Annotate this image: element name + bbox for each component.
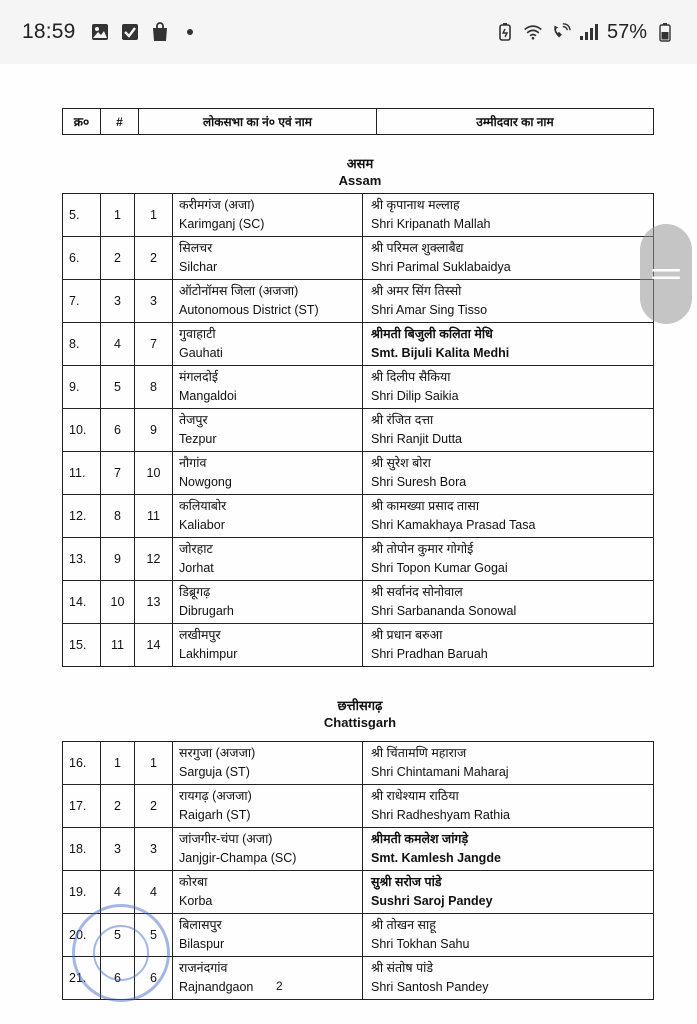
candidate-hindi: श्री दिलीप सैकिया	[371, 370, 451, 384]
constituency-cell	[173, 452, 363, 495]
list-index: 6	[101, 409, 135, 452]
candidate-hindi: श्री कामख्या प्रसाद तासा	[371, 499, 480, 513]
constituency-hindi: जोरहाट	[179, 542, 213, 556]
candidate-cell	[363, 409, 654, 452]
serial-number: 19.	[63, 871, 101, 914]
serial-number: 7.	[63, 280, 101, 323]
constituency-english: Kaliabor	[179, 518, 225, 532]
candidate-english: Shri Chintamani Maharaj	[371, 765, 509, 779]
candidate-english: Sushri Saroj Pandey	[371, 894, 493, 908]
clock: 18:59	[22, 20, 76, 43]
constituency-cell	[173, 581, 363, 624]
constituency-cell	[173, 914, 363, 957]
constituency-hindi: बिलासपुर	[179, 918, 222, 932]
constituency-hindi: राजनंदगांव	[179, 961, 228, 975]
menu-float-button[interactable]	[640, 224, 692, 324]
list-index: 5	[101, 914, 135, 957]
constituency-hindi: सिलचर	[179, 241, 213, 255]
constituency-hindi: सरगुजा (अजजा)	[179, 746, 256, 760]
checkbox-icon	[120, 22, 140, 42]
candidate-cell	[363, 785, 654, 828]
constituency-cell	[173, 871, 363, 914]
header-candidate: उम्मीदवार का नाम	[377, 109, 654, 135]
constituency-cell	[173, 280, 363, 323]
battery-saver-icon	[495, 22, 515, 42]
serial-number: 21.	[63, 957, 101, 1000]
candidate-english: Shri Suresh Bora	[371, 475, 467, 489]
constituency-number: 5	[135, 914, 173, 957]
candidate-hindi: श्री चिंतामणि महाराज	[371, 746, 467, 760]
candidate-english: Shri Sarbananda Sonowal	[371, 604, 517, 618]
candidate-cell	[363, 280, 654, 323]
serial-number: 15.	[63, 624, 101, 667]
constituency-hindi: डिब्रूगढ़	[179, 585, 211, 599]
serial-number: 9.	[63, 366, 101, 409]
serial-number: 5.	[63, 194, 101, 237]
list-index: 5	[101, 366, 135, 409]
constituency-hindi: कोरबा	[179, 875, 208, 889]
wifi-icon	[523, 22, 543, 42]
constituency-english: Sarguja (ST)	[179, 765, 250, 779]
list-index: 4	[101, 323, 135, 366]
serial-number: 14.	[63, 581, 101, 624]
candidate-cell	[363, 323, 654, 366]
constituency-hindi: नौगांव	[179, 456, 207, 470]
constituency-cell	[173, 785, 363, 828]
serial-number: 11.	[63, 452, 101, 495]
candidate-cell	[363, 828, 654, 871]
document-content	[62, 108, 658, 1000]
constituency-english: Janjgir-Champa (SC)	[179, 851, 297, 865]
section-title-assam	[62, 155, 658, 189]
wifi-calling-icon	[551, 22, 571, 42]
header-kr: क्र०	[63, 109, 101, 135]
candidate-english: Shri Radheshyam Rathia	[371, 808, 510, 822]
candidate-english: Shri Santosh Pandey	[371, 980, 489, 994]
table-row	[63, 742, 654, 785]
shopping-bag-icon	[150, 22, 170, 42]
constituency-number: 4	[135, 871, 173, 914]
constituency-hindi: गुवाहाटी	[179, 327, 216, 341]
constituency-english: Silchar	[179, 260, 218, 274]
constituency-english: Raigarh (ST)	[179, 808, 251, 822]
constituency-cell	[173, 409, 363, 452]
header-table	[62, 108, 654, 135]
table-row	[63, 452, 654, 495]
candidate-hindi: श्री अमर सिंग तिस्सो	[371, 284, 462, 298]
constituency-english: Rajnandgaon	[179, 980, 254, 994]
candidate-hindi: श्रीमती कमलेश जांगड़े	[371, 832, 469, 846]
constituency-cell	[173, 538, 363, 581]
constituency-hindi: ऑटोनॉमस जिला (अजजा)	[179, 284, 299, 298]
constituency-cell	[173, 194, 363, 237]
constituency-english: Gauhati	[179, 346, 223, 360]
header-hash: #	[101, 109, 139, 135]
constituency-english: Dibrugarh	[179, 604, 234, 618]
constituency-number: 1	[135, 742, 173, 785]
candidate-cell	[363, 742, 654, 785]
constituency-cell	[173, 495, 363, 538]
table-row	[63, 194, 654, 237]
table-row	[63, 280, 654, 323]
notification-icons	[90, 22, 200, 42]
list-index: 10	[101, 581, 135, 624]
list-index: 11	[101, 624, 135, 667]
candidate-hindi: श्री तोपोन कुमार गोगोई	[371, 542, 474, 556]
candidate-hindi: श्री कृपानाथ मल्लाह	[371, 198, 460, 212]
constituency-cell	[173, 742, 363, 785]
battery-percent: 57%	[606, 20, 647, 43]
constituency-english: Nowgong	[179, 475, 232, 489]
candidate-cell	[363, 624, 654, 667]
section-title-english: Assam	[338, 173, 382, 188]
table-row	[63, 366, 654, 409]
constituency-cell	[173, 828, 363, 871]
signal-icon	[579, 22, 599, 42]
header-constituency: लोकसभा का नं० एवं नाम	[139, 109, 377, 135]
candidate-cell	[363, 366, 654, 409]
constituency-hindi: लखीमपुर	[179, 628, 221, 642]
candidate-english: Shri Topon Kumar Gogai	[371, 561, 508, 575]
page-number: 2	[276, 979, 283, 993]
table-row	[63, 538, 654, 581]
constituency-number: 13	[135, 581, 173, 624]
candidate-hindi: श्री परिमल शुक्लाबैद्य	[371, 241, 464, 255]
constituency-english: Jorhat	[179, 561, 214, 575]
serial-number: 8.	[63, 323, 101, 366]
dot-icon	[180, 22, 200, 42]
assam-table	[62, 193, 654, 667]
candidate-english: Shri Kripanath Mallah	[371, 217, 491, 231]
section-title-hindi: असम	[346, 156, 374, 171]
constituency-english: Autonomous District (ST)	[179, 303, 319, 317]
candidate-cell	[363, 495, 654, 538]
table-row	[63, 871, 654, 914]
list-index: 3	[101, 280, 135, 323]
constituency-number: 7	[135, 323, 173, 366]
candidate-hindi: श्री रंजित दत्ता	[371, 413, 434, 427]
constituency-english: Bilaspur	[179, 937, 225, 951]
candidate-hindi: श्रीमती बिजुली कलिता मेधि	[371, 327, 493, 341]
document-page[interactable]	[0, 64, 697, 1024]
candidate-hindi: श्री संतोष पांडे	[371, 961, 434, 975]
list-index: 1	[101, 742, 135, 785]
serial-number: 16.	[63, 742, 101, 785]
constituency-cell	[173, 323, 363, 366]
list-index: 3	[101, 828, 135, 871]
candidate-hindi: श्री सुरेश बोरा	[371, 456, 431, 470]
candidate-cell	[363, 538, 654, 581]
table-row	[63, 495, 654, 538]
candidate-cell	[363, 871, 654, 914]
constituency-number: 8	[135, 366, 173, 409]
candidate-cell	[363, 957, 654, 1000]
constituency-hindi: मंगलदोई	[179, 370, 219, 384]
candidate-english: Shri Tokhan Sahu	[371, 937, 470, 951]
candidate-english: Shri Dilip Saikia	[371, 389, 459, 403]
candidate-hindi: सुश्री सरोज पांडे	[371, 875, 442, 889]
list-index: 2	[101, 237, 135, 280]
candidate-cell	[363, 914, 654, 957]
list-index: 4	[101, 871, 135, 914]
constituency-number: 10	[135, 452, 173, 495]
stamp-inner-ring	[93, 925, 149, 981]
list-index: 7	[101, 452, 135, 495]
constituency-hindi: रायगढ़ (अजजा)	[179, 789, 252, 803]
constituency-english: Korba	[179, 894, 213, 908]
menu-icon	[651, 264, 681, 284]
table-row	[63, 237, 654, 280]
serial-number: 12.	[63, 495, 101, 538]
serial-number: 13.	[63, 538, 101, 581]
constituency-english: Mangaldoi	[179, 389, 237, 403]
candidate-cell	[363, 452, 654, 495]
list-index: 9	[101, 538, 135, 581]
constituency-number: 11	[135, 495, 173, 538]
section-title-english: Chattisgarh	[323, 715, 397, 730]
candidate-english: Shri Pradhan Baruah	[371, 647, 488, 661]
section-title-hindi: छत्तीसगढ़	[337, 698, 383, 713]
candidate-hindi: श्री राधेश्याम राठिया	[371, 789, 459, 803]
gallery-icon	[90, 22, 110, 42]
constituency-english: Lakhimpur	[179, 647, 238, 661]
constituency-number: 2	[135, 785, 173, 828]
serial-number: 20.	[63, 914, 101, 957]
candidate-english: Smt. Bijuli Kalita Medhi	[371, 346, 510, 360]
constituency-number: 1	[135, 194, 173, 237]
constituency-english: Tezpur	[179, 432, 217, 446]
candidate-hindi: श्री प्रधान बरुआ	[371, 628, 443, 642]
candidate-english: Shri Amar Sing Tisso	[371, 303, 488, 317]
table-row	[63, 581, 654, 624]
candidate-hindi: श्री सर्वानंद सोनोवाल	[371, 585, 463, 599]
candidate-hindi: श्री तोखन साहू	[371, 918, 436, 932]
party-stamp	[72, 904, 170, 1002]
list-index: 1	[101, 194, 135, 237]
constituency-english: Karimganj (SC)	[179, 217, 265, 231]
table-row	[63, 785, 654, 828]
system-icons	[495, 21, 675, 44]
table-row	[63, 624, 654, 667]
serial-number: 17.	[63, 785, 101, 828]
candidate-cell	[363, 194, 654, 237]
constituency-number: 6	[135, 957, 173, 1000]
section-title-chattisgarh	[62, 697, 658, 731]
candidate-english: Shri Kamakhaya Prasad Tasa	[371, 518, 536, 532]
candidate-cell	[363, 581, 654, 624]
table-row	[63, 409, 654, 452]
candidate-english: Shri Parimal Suklabaidya	[371, 260, 511, 274]
constituency-hindi: करीमगंज (अजा)	[179, 198, 255, 212]
constituency-number: 14	[135, 624, 173, 667]
candidate-cell	[363, 237, 654, 280]
candidate-english: Shri Ranjit Dutta	[371, 432, 463, 446]
status-bar	[0, 0, 697, 64]
constituency-number: 12	[135, 538, 173, 581]
constituency-number: 9	[135, 409, 173, 452]
constituency-hindi: कलियाबोर	[179, 499, 227, 513]
serial-number: 6.	[63, 237, 101, 280]
constituency-cell	[173, 366, 363, 409]
list-index: 8	[101, 495, 135, 538]
constituency-cell	[173, 237, 363, 280]
list-index: 2	[101, 785, 135, 828]
table-row	[63, 323, 654, 366]
constituency-cell	[173, 957, 363, 1000]
constituency-cell	[173, 624, 363, 667]
battery-icon	[655, 22, 675, 42]
constituency-number: 3	[135, 828, 173, 871]
serial-number: 10.	[63, 409, 101, 452]
table-row	[63, 828, 654, 871]
constituency-hindi: तेजपुर	[179, 413, 208, 427]
constituency-hindi: जांजगीर-चंपा (अजा)	[179, 832, 273, 846]
candidate-english: Smt. Kamlesh Jangde	[371, 851, 501, 865]
constituency-number: 3	[135, 280, 173, 323]
list-index: 6	[101, 957, 135, 1000]
constituency-number: 2	[135, 237, 173, 280]
serial-number: 18.	[63, 828, 101, 871]
